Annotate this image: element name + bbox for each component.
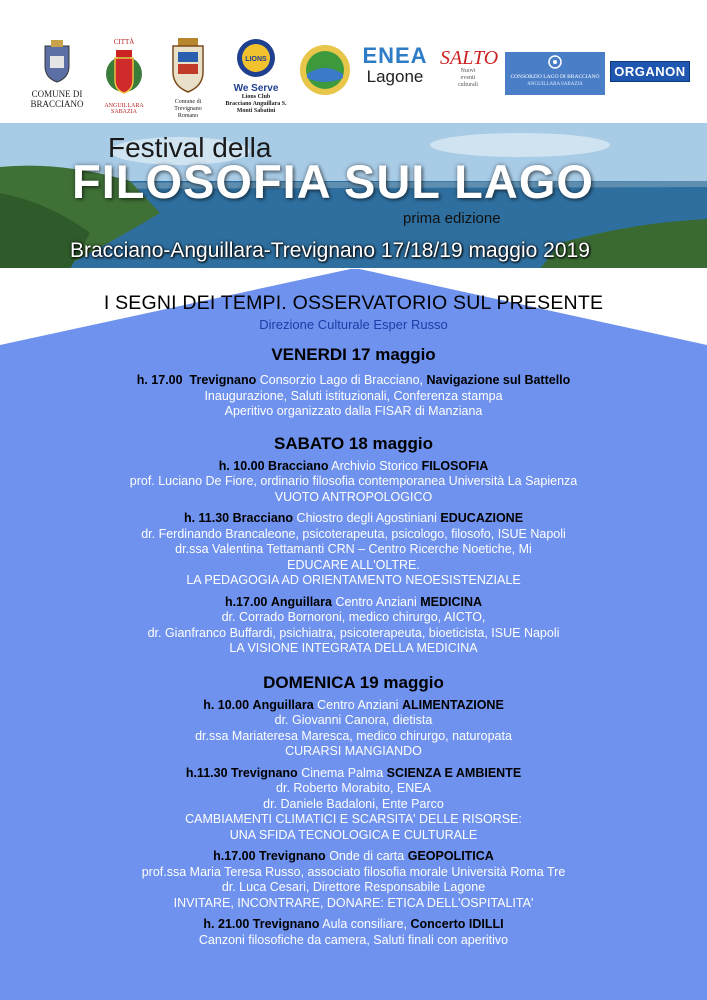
day-block-saturday <box>0 434 707 657</box>
program-header <box>0 292 707 332</box>
event-detail: Inaugurazione, Saluti istituzionali, Conferenza stampa <box>204 388 503 403</box>
event-detail: UNA SFIDA TECNOLOGICA E CULTURALE <box>229 827 478 842</box>
event-header: h. 17.00 Trevignano Consorzio Lago di Bracciano, Navigazione sul Battello <box>136 373 571 387</box>
event-header: h.17.00 Trevignano Onde di carta GEOPOLITICA <box>213 849 494 863</box>
event-header: h.11.30 Trevignano Cinema Palma SCIENZA E AMBIENTE <box>185 765 522 780</box>
event-detail: dr. Ferdinando Brancaleone, psicoterapeuta, psicologo, filosofo, ISUE Napoli <box>141 526 566 541</box>
event-detail: prof.ssa Maria Teresa Russo, associato filosofia morale Università Roma Tre <box>141 864 566 879</box>
banner-title: FILOSOFIA SUL LAGO <box>72 155 594 208</box>
program-direction: Direzione Culturale Esper Russo <box>259 317 448 332</box>
banner-festival-label: Festival della <box>108 132 272 163</box>
banner-dates: Bracciano-Anguillara-Trevignano 17/18/19 maggio 2019 <box>70 239 590 262</box>
logo-consorzio: CONSORZIO LAGO DI BRACCIANO ANGUILLARA SABAZIA <box>505 52 605 95</box>
event-detail: EDUCARE ALL'OLTRE. <box>287 557 420 572</box>
logo-salto: SALTO Nuovi eventi culturali <box>440 47 499 88</box>
banner-edition: prima edizione <box>403 210 501 227</box>
event-detail: LA VISIONE INTEGRATA DELLA MEDICINA <box>229 641 478 655</box>
lions-emblem-text: LIONS <box>245 56 267 63</box>
event-detail: prof. Luciano De Fiore, ordinario filosofia contemporanea Università La Sapienza <box>129 474 578 488</box>
event-header: h. 10.00 Anguillara Centro Anziani ALIMENTAZIONE <box>203 697 504 712</box>
event-detail: dr. Corrado Bornoroni, medico chirurgo, AICTO, <box>221 610 486 624</box>
logo-anguillara: CITTÀ ANGUILLARA SABAZIA <box>104 38 144 115</box>
event-detail: INVITARE, INCONTRARE, DONARE: ETICA DELL'OSPITALITA' <box>173 895 534 910</box>
logo-trevignano: Comune di Trevignano Romano <box>165 38 211 120</box>
event-detail: CURARSI MANGIANDO <box>285 744 422 758</box>
day-block-sunday <box>0 673 707 949</box>
event-detail: Aperitivo organizzato dalla FISAR di Manziana <box>224 404 483 418</box>
event-detail: dr.ssa Valentina Tettamanti CRN – Centro Ricerche Noetiche, Mi <box>175 542 532 556</box>
event-header: h. 21.00 Trevignano Aula consiliare, Concerto IDILLI <box>203 917 504 931</box>
event-detail: dr. Gianfranco Buffardi, psichiatra, psicoterapeuta, bioeticista, ISUE Napoli <box>147 625 560 640</box>
event-detail: dr. Daniele Badaloni, Ente Parco <box>263 796 444 811</box>
event-detail: LA PEDAGOGIA AD ORIENTAMENTO NEOESISTENZIALE <box>186 573 521 587</box>
event-detail: dr. Giovanni Canora, dietista <box>274 713 433 727</box>
logo-enea-lagone: ENEA Lagone <box>362 43 428 86</box>
event-header: h. 11.30 Bracciano Chiostro degli Agostiniani EDUCAZIONE <box>183 511 524 525</box>
logo-lions: LIONS We Serve Lions Club Bracciano Anguillara S. Monti Sabatini <box>222 38 290 115</box>
event-detail: dr.ssa Mariateresa Maresca, medico chirurgo, naturopata <box>195 728 512 743</box>
program-schedule <box>0 345 707 948</box>
event-detail: dr. Roberto Morabito, ENEA <box>276 781 431 795</box>
program-heading: I SEGNI DEI TEMPI. OSSERVATORIO SUL PRESENTE <box>103 292 604 314</box>
event-detail: Canzoni filosofiche da camera, Saluti finali con aperitivo <box>198 932 509 947</box>
day-block-friday <box>0 345 707 420</box>
event-detail: CAMBIAMENTI CLIMATICI E SCARSITA' DELLE RISORSE: <box>185 812 522 826</box>
logo-organon: ORGANON <box>610 61 690 82</box>
logo-comune-bracciano: COMUNE DI BRACCIANO <box>25 40 89 109</box>
event-detail: dr. Luca Cesari, Direttore Responsabile Lagone <box>221 880 486 894</box>
day-title: DOMENICA 19 maggio <box>263 672 444 692</box>
event-header: h.17.00 Anguillara Centro Anziani MEDICINA <box>224 594 483 609</box>
day-title: SABATO 18 maggio <box>273 433 433 453</box>
day-title: VENERDI 17 maggio <box>271 345 436 364</box>
event-detail: VUOTO ANTROPOLOGICO <box>274 489 433 504</box>
event-header: h. 10.00 Bracciano Archivio Storico FILOSOFIA <box>218 458 489 473</box>
